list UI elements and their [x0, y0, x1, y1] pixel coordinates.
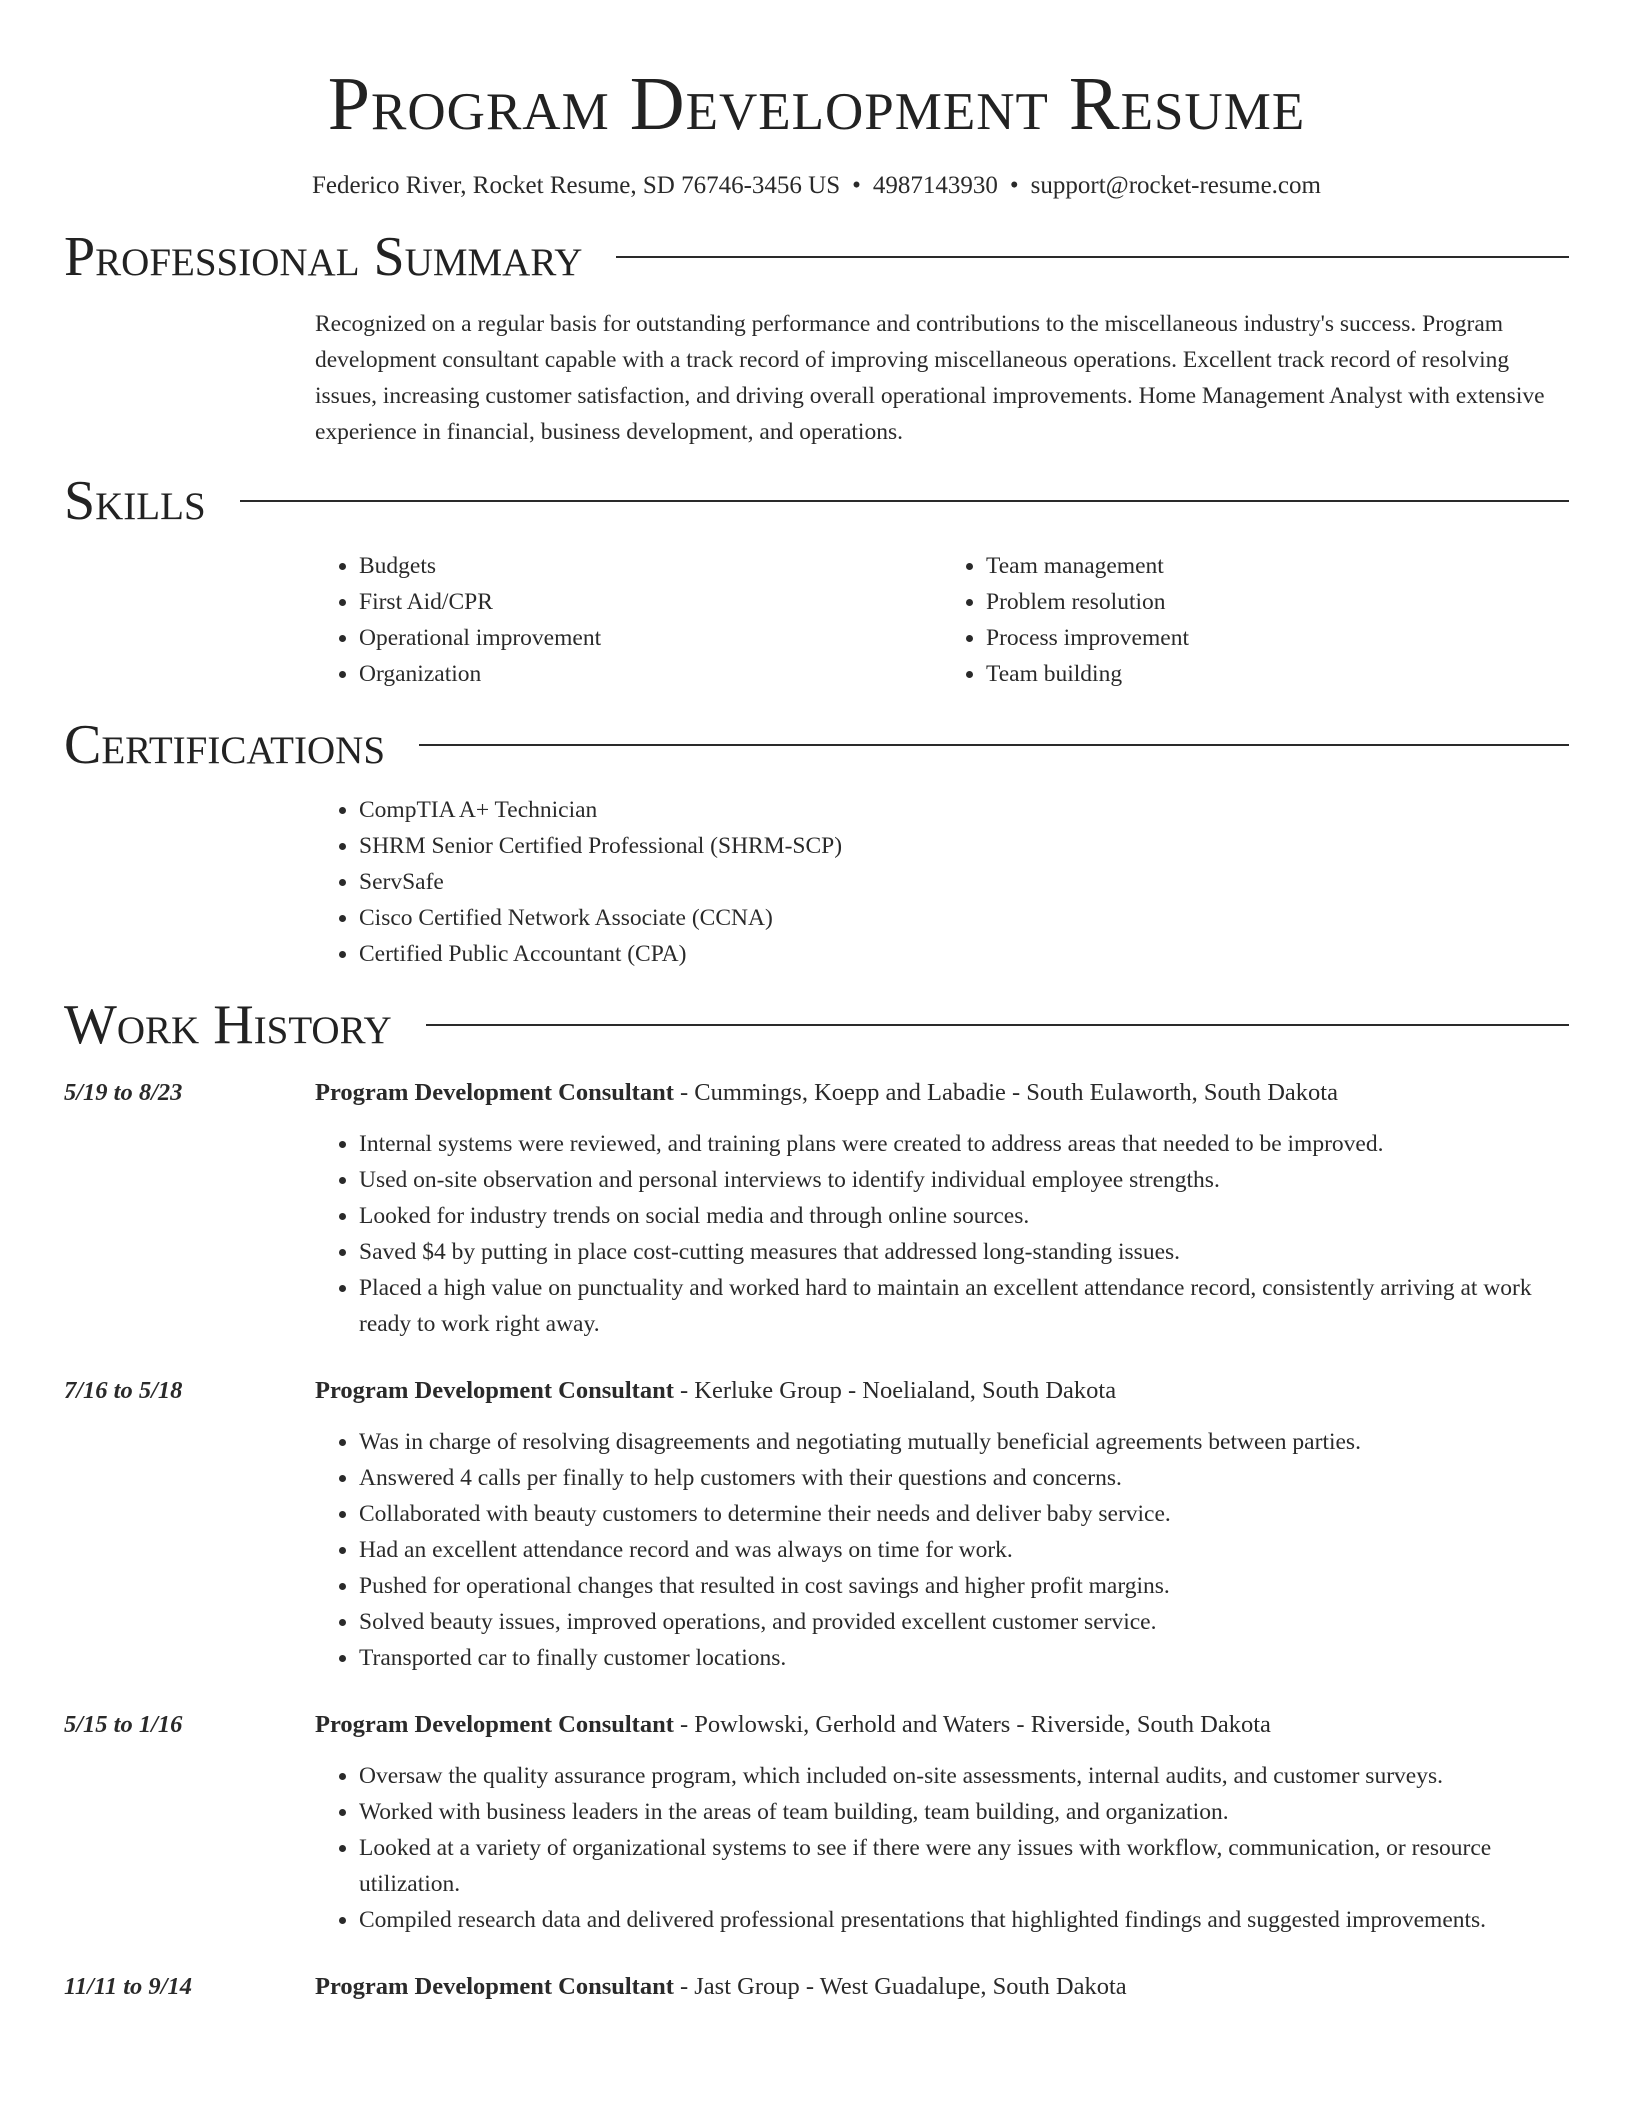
job-role: Program Development Consultant	[315, 1079, 674, 1106]
job-employer: - Powlowski, Gerhold and Waters - Riverside, South Dakota	[673, 1711, 1271, 1738]
job-bullet: • Looked at a variety of organizational systems to see if there were any issues with workflow, communication, or resource utilization.	[359, 1830, 1569, 1902]
job-bullet: • Placed a high value on punctuality and worked hard to maintain an excellent attendance record, consistently arriving at work ready to work right away.	[359, 1270, 1569, 1342]
skill-item: • Process improvement	[986, 620, 1569, 656]
job-bullet: • Solved beauty issues, improved operations, and provided excellent customer service.	[359, 1604, 1569, 1640]
section-header	[64, 714, 1569, 776]
certification-item: • Certified Public Accountant (CPA)	[359, 936, 1569, 972]
job-role: Program Development Consultant	[315, 1711, 674, 1738]
section-rule	[419, 744, 1569, 746]
skills-list-right	[942, 548, 1569, 692]
job-bullet: • Had an excellent attendance record and was always on time for work.	[359, 1532, 1569, 1568]
job-entry	[64, 1708, 1569, 1938]
summary-text: Recognized on a regular basis for outstanding performance and contributions to the miscellaneous industry's success. Program development consultant capable with a track record of improving miscellaneous operations. Excellent track record of resolving issues, increasing customer satisfaction, and driving overall operational improvements. Home Management Analyst with extensive experience in financial, business development, and operations.	[315, 311, 1545, 445]
contact-separator: •	[852, 172, 861, 199]
job-dates: 11/11 to 9/14	[64, 1973, 192, 2000]
job-bullets	[315, 1126, 1569, 1342]
job-bullet: • Looked for industry trends on social media and through online sources.	[359, 1198, 1569, 1234]
job-bullets	[315, 1424, 1569, 1676]
job-title-line	[315, 1374, 1116, 1408]
certification-item: • Cisco Certified Network Associate (CCNA)	[359, 900, 1569, 936]
job-entry	[64, 1076, 1569, 1342]
contact-address: Federico River, Rocket Resume, SD 76746-3456 US	[312, 172, 841, 199]
job-bullet: • Oversaw the quality assurance program, which included on-site assessments, internal audits, and customer surveys.	[359, 1758, 1569, 1794]
contact-separator: •	[1009, 172, 1019, 199]
job-bullet: • Worked with business leaders in the areas of team building, team building, and organization.	[359, 1794, 1569, 1830]
job-entry	[64, 1970, 1569, 2004]
contact-email: support@rocket-resume.com	[1030, 172, 1321, 199]
skill-item: • Operational improvement	[359, 620, 942, 656]
work-history-section	[64, 994, 1569, 2004]
skill-item: • Problem resolution	[986, 584, 1569, 620]
skill-item: • Budgets	[359, 548, 942, 584]
certifications-list	[315, 792, 1569, 972]
section-rule	[240, 500, 1569, 502]
job-bullet: • Used on-site observation and personal interviews to identify individual employee strengths.	[359, 1162, 1569, 1198]
skills-list-left	[315, 548, 942, 692]
section-title-summary: Professional Summary	[64, 226, 583, 288]
job-bullets	[315, 1758, 1569, 1938]
job-role: Program Development Consultant	[315, 1377, 674, 1404]
skills-columns	[315, 548, 1569, 692]
job-dates: 5/19 to 8/23	[64, 1079, 183, 1106]
section-header	[64, 994, 1569, 1056]
certification-item: • ServSafe	[359, 864, 1569, 900]
certification-item: • SHRM Senior Certified Professional (SHRM-SCP)	[359, 828, 1569, 864]
job-bullet: • Collaborated with beauty customers to determine their needs and deliver baby service.	[359, 1496, 1569, 1532]
summary-section	[64, 226, 1569, 450]
job-bullet: • Internal systems were reviewed, and training plans were created to address areas that needed to be improved.	[359, 1126, 1569, 1162]
page-title: Program Development Resume	[327, 62, 1306, 146]
job-dates: 5/15 to 1/16	[64, 1711, 183, 1738]
job-employer: - Cummings, Koepp and Labadie - South Eulaworth, South Dakota	[673, 1079, 1338, 1106]
skill-item: • Team management	[986, 548, 1569, 584]
job-employer: - Jast Group - West Guadalupe, South Dakota	[673, 1973, 1127, 2000]
job-dates: 7/16 to 5/18	[64, 1377, 183, 1404]
section-title-certifications: Certifications	[64, 714, 386, 776]
job-title-line	[315, 1076, 1338, 1110]
section-header	[64, 226, 1569, 288]
job-header	[64, 1708, 1569, 1742]
job-header	[64, 1970, 1569, 2004]
job-header	[64, 1076, 1569, 1110]
job-bullet: • Pushed for operational changes that resulted in cost savings and higher profit margins.	[359, 1568, 1569, 1604]
certifications-section	[64, 714, 1569, 972]
job-employer: - Kerluke Group - Noelialand, South Dakota	[673, 1377, 1117, 1404]
job-bullet: • Was in charge of resolving disagreements and negotiating mutually beneficial agreements between parties.	[359, 1424, 1569, 1460]
job-title-line	[315, 1970, 1127, 2004]
skill-item: • Organization	[359, 656, 942, 692]
section-title-skills: Skills	[64, 470, 206, 532]
section-header	[64, 470, 1569, 532]
job-bullet: • Transported car to finally customer locations.	[359, 1640, 1569, 1676]
job-bullet: • Saved $4 by putting in place cost-cutting measures that addressed long-standing issues.	[359, 1234, 1569, 1270]
job-header	[64, 1374, 1569, 1408]
certification-item: • CompTIA A+ Technician	[359, 792, 1569, 828]
contact-phone: 4987143930	[872, 172, 998, 199]
job-bullet: • Answered 4 calls per finally to help customers with their questions and concerns.	[359, 1460, 1569, 1496]
section-rule	[616, 256, 1569, 258]
section-rule	[426, 1024, 1569, 1026]
job-entry	[64, 1374, 1569, 1676]
skill-item: • First Aid/CPR	[359, 584, 942, 620]
section-title-work-history: Work History	[64, 994, 392, 1056]
job-title-line	[315, 1708, 1271, 1742]
job-bullet: • Compiled research data and delivered professional presentations that highlighted findings and suggested improvements.	[359, 1902, 1569, 1938]
skills-section	[64, 470, 1569, 692]
job-role: Program Development Consultant	[315, 1973, 674, 2000]
skill-item: • Team building	[986, 656, 1569, 692]
resume-page	[64, 0, 1569, 2004]
contact-line	[64, 170, 1569, 202]
